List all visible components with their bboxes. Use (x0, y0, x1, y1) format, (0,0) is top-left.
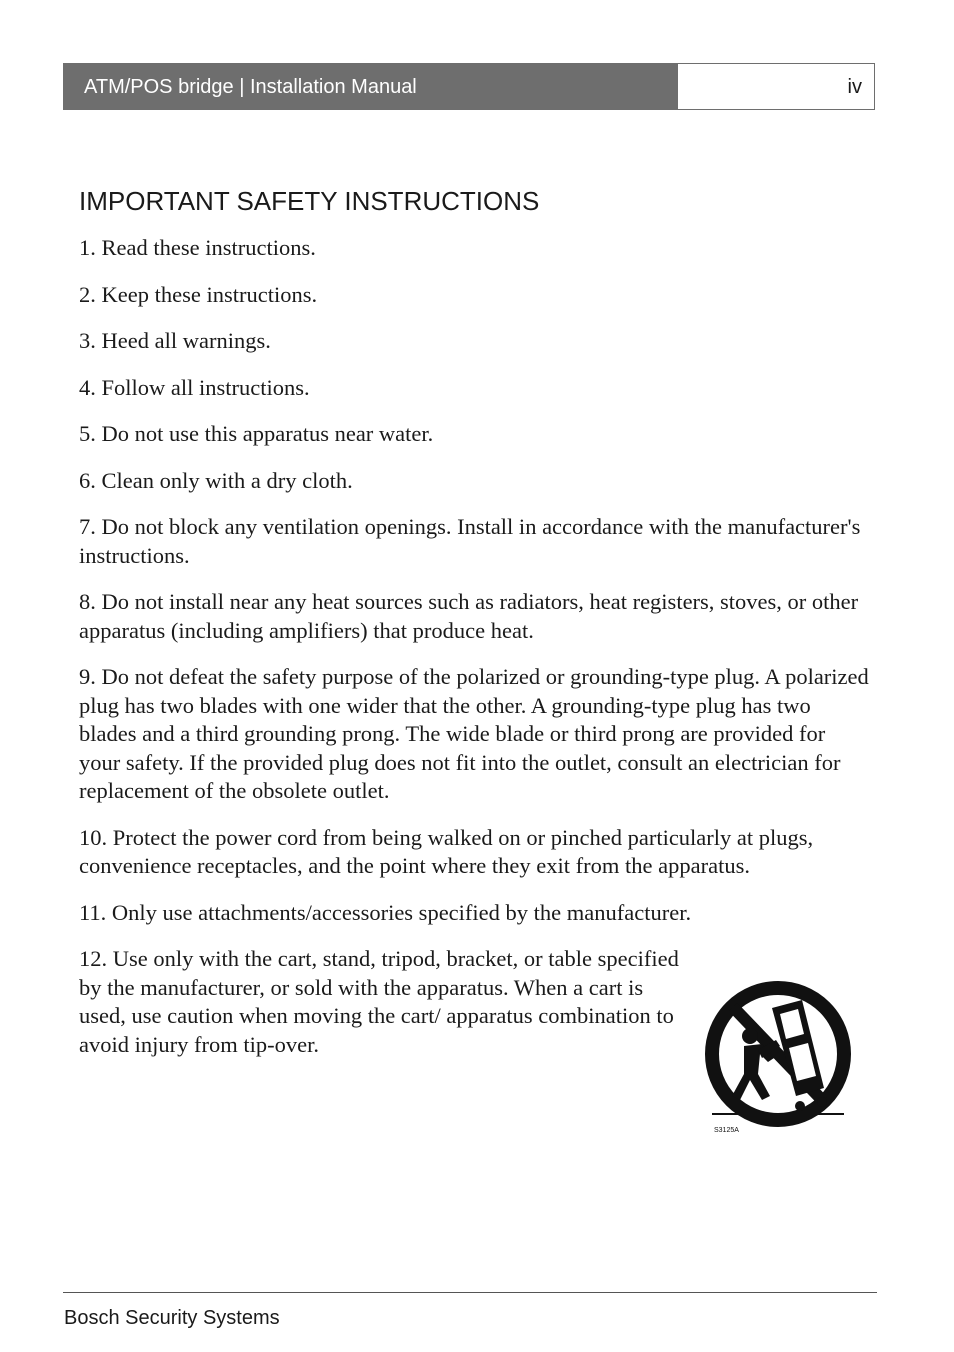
instruction-item: 10. Protect the power cord from being walked on or pinched particularly at plugs, convenience receptacles, and the point where they exit from the apparatus. (79, 824, 814, 878)
instruction-item: 11. Only use attachments/accessories specified by the manufacturer. (79, 899, 692, 925)
figure-code: S3125A (714, 1127, 739, 1134)
instruction-item: 3. Heed all warnings. (79, 328, 271, 353)
instruction-item: 2. Keep these instructions. (79, 281, 318, 307)
section-title: IMPORTANT SAFETY INSTRUCTIONS (79, 186, 540, 216)
footer-company: Bosch Security Systems (64, 1307, 280, 1329)
page-number: iv (678, 64, 874, 109)
instruction-item: 9. Do not defeat the safety purpose of the polarized or grounding-type plug. A polarized plug has two blades with one wider that the other. A grounding-type plug has two blades and a third grounding prong. The wide blade or third prong are provided for your safety. If the provided plug does not fit into the outlet, consult an electrician for replacement of the obsolete outlet. (79, 664, 869, 803)
footer-divider (63, 1292, 877, 1293)
instruction-item: 8. Do not install near any heat sources such as radiators, heat registers, stoves, or other apparatus (including amplifiers) that produce heat. (79, 589, 859, 643)
instruction-item: 7. Do not block any ventilation openings. Install in accordance with the manufacturer's instructions. (79, 514, 861, 568)
instruction-item: 12. Use only with the cart, stand, tripod, bracket, or table specified by the manufacturer, or sold with the apparatus. When a cart is used, use caution when moving the cart/ apparatus combination to avoid injury from tip-over. (79, 946, 679, 1057)
header-title: ATM/POS bridge | Installation Manual (64, 64, 678, 109)
instruction-item: 1. Read these instructions. (79, 235, 316, 260)
page-header (63, 63, 875, 110)
instruction-item: 6. Clean only with a dry cloth. (79, 467, 353, 493)
cart-tip-over-warning-icon (700, 978, 860, 1138)
instruction-list (79, 234, 869, 1077)
instruction-item: 4. Follow all instructions. (79, 374, 310, 400)
instruction-item: 5. Do not use this apparatus near water. (79, 421, 434, 446)
